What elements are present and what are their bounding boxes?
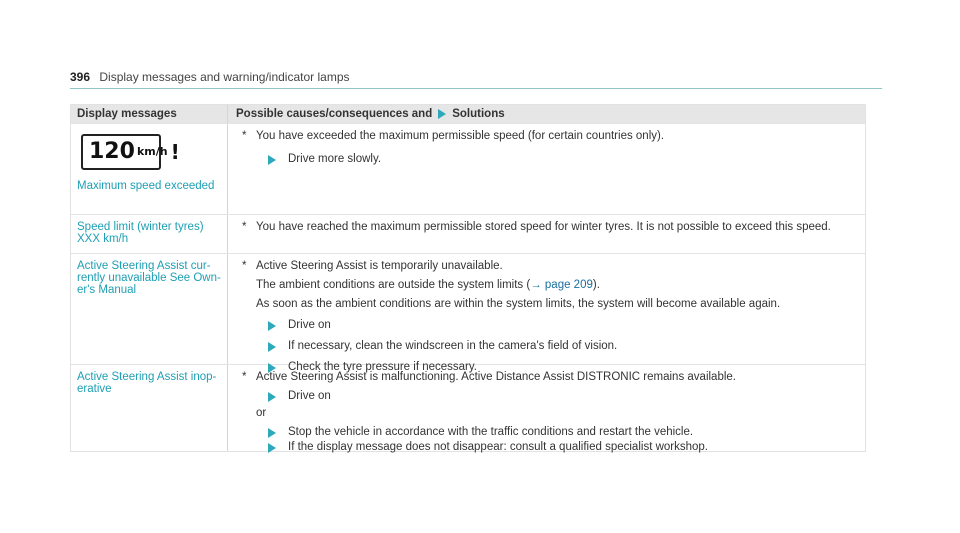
asterisk: * <box>242 130 247 142</box>
solution-step <box>268 441 865 454</box>
solution-text: If necessary, clean the windscreen in the camera's field of vision. <box>288 340 618 352</box>
cause-text: Active Steering Assist is malfunctioning. Active Distance Assist DISTRONIC remains available. <box>256 371 736 383</box>
or-separator: or <box>256 407 267 419</box>
table-row <box>71 214 865 253</box>
asterisk: * <box>242 221 247 233</box>
cause-detail: As soon as the ambient conditions are within the system limits, the system will become available again. <box>256 298 781 310</box>
message-cell <box>71 365 227 451</box>
message-cell <box>71 124 227 214</box>
col-header-causes-label: Possible causes/consequences and <box>236 108 433 120</box>
arrow-right-icon <box>268 392 276 402</box>
message-text: Maximum speed exceeded <box>77 180 215 192</box>
message-text: Active Steering Assist inop- <box>77 371 217 383</box>
message-text: erative <box>77 383 112 395</box>
cause-line <box>236 371 865 384</box>
speed-icon-mark: ! <box>170 140 180 164</box>
solution-text: If the display message does not disappear: consult a qualified specialist workshop. <box>288 441 708 453</box>
speed-icon-unit: km/h <box>136 145 168 158</box>
arrow-right-icon <box>438 109 446 119</box>
solution-step <box>268 390 865 403</box>
solution-text: Drive on <box>288 319 331 331</box>
table-row <box>71 253 865 373</box>
cause-line <box>236 221 865 234</box>
arrow-right-icon <box>268 321 276 331</box>
arrow-right-icon <box>268 443 276 453</box>
col-header-display-messages: Display messages <box>77 108 177 120</box>
page-header-title: Display messages and warning/indicator lamps <box>99 70 350 84</box>
table-row <box>71 364 865 451</box>
message-cell <box>71 254 227 364</box>
col-header-causes <box>227 105 865 123</box>
solution-text: Drive more slowly. <box>288 153 382 165</box>
max-speed-warning-icon <box>81 134 180 170</box>
cause-detail <box>256 279 865 292</box>
col-header-solutions-label: Solutions <box>452 108 505 120</box>
cause-line <box>236 260 865 273</box>
speed-icon-value: 120 <box>89 139 135 164</box>
arrow-right-icon <box>268 155 276 165</box>
cause-cell <box>227 215 865 253</box>
asterisk: * <box>242 260 247 272</box>
message-cell <box>71 215 227 253</box>
display-messages-table <box>70 104 866 452</box>
message-text: Speed limit (winter tyres) <box>77 221 204 233</box>
message-text: rently unavailable See Own- <box>77 272 221 284</box>
cause-cell <box>227 365 865 451</box>
cause-cell <box>227 254 865 373</box>
arrow-right-icon <box>268 428 276 438</box>
cause-line <box>236 130 865 143</box>
cause-detail-text: ). <box>592 279 600 291</box>
message-text: Active Steering Assist cur- <box>77 260 211 272</box>
message-text: XXX km/h <box>77 233 129 245</box>
cause-detail-text: The ambient conditions are outside the system limits ( <box>256 279 531 291</box>
solution-text: Drive on <box>288 390 331 402</box>
cause-cell <box>227 124 865 214</box>
solution-text: Check the tyre pressure if necessary. <box>288 361 477 373</box>
solution-text: Stop the vehicle in accordance with the traffic conditions and restart the vehicle. <box>288 426 694 438</box>
table-header <box>71 105 865 123</box>
solution-step <box>268 340 865 353</box>
page-header <box>70 70 882 89</box>
page-reference-link[interactable]: → page 209 <box>530 279 593 291</box>
asterisk: * <box>242 371 247 383</box>
arrow-right-icon <box>268 342 276 352</box>
table-row <box>71 123 865 214</box>
message-text: er's Manual <box>77 284 137 296</box>
cause-text: You have reached the maximum permissible stored speed for winter tyres. It is not possible to exceed this speed. <box>256 221 831 233</box>
solution-step <box>268 319 865 332</box>
solution-step <box>268 153 865 166</box>
cause-text: You have exceeded the maximum permissible speed (for certain countries only). <box>256 130 665 142</box>
page-number: 396 <box>70 70 91 84</box>
solution-step <box>268 426 865 439</box>
cause-text: Active Steering Assist is temporarily unavailable. <box>256 260 503 272</box>
